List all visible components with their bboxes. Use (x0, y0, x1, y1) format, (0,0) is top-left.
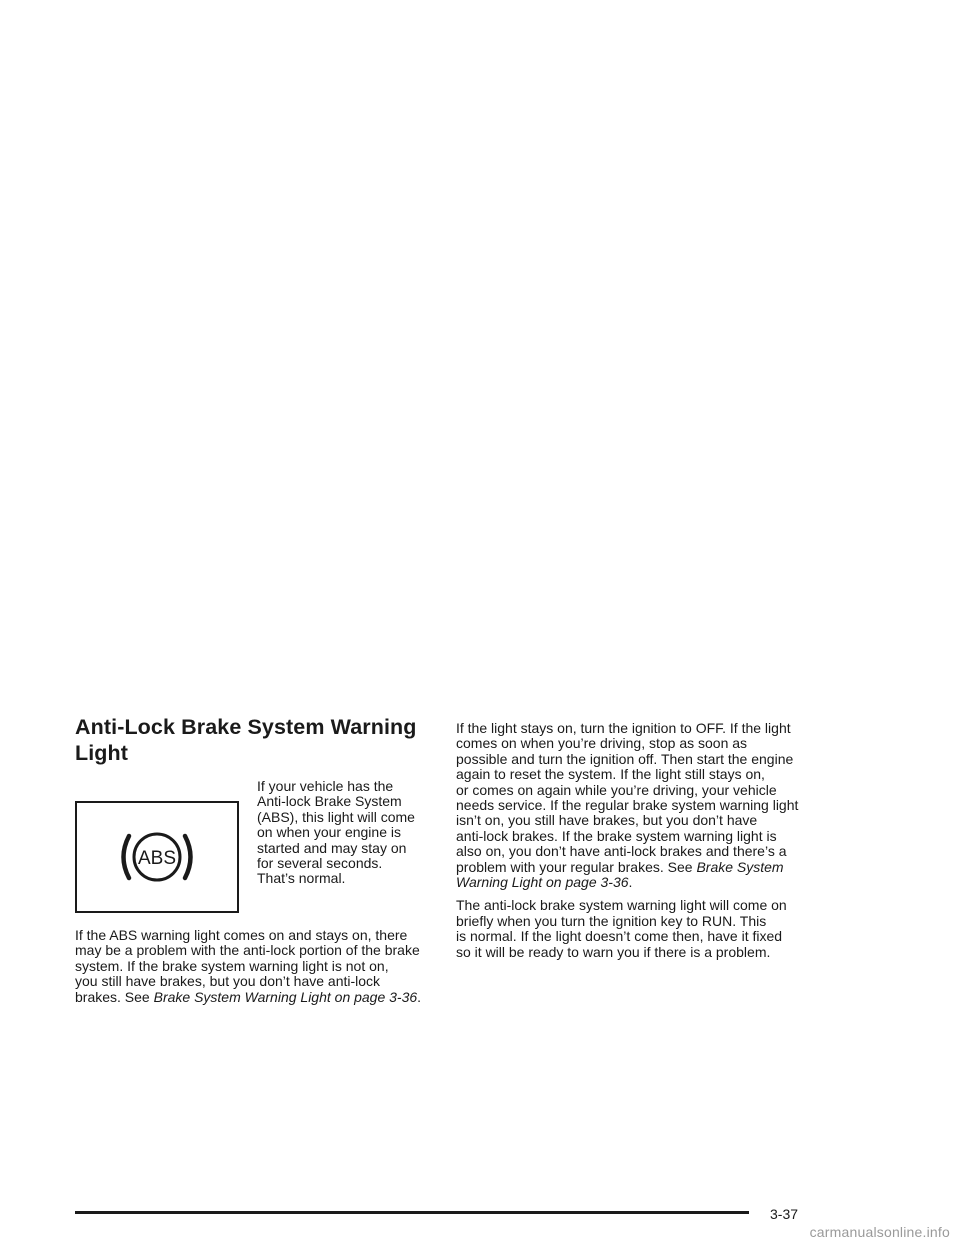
left-column (75, 714, 435, 1005)
text-line: also on, you don’t have anti-lock brakes and there’s a (456, 843, 787, 860)
text-line: possible and turn the ignition off. Then start the engine (456, 750, 794, 767)
text-line: is normal. If the light doesn’t come then, have it fixed (456, 928, 783, 945)
text-line: again to reset the system. If the light still stays on, (456, 766, 765, 783)
page-number: 3-37 (770, 1206, 799, 1222)
abs-warning-icon (119, 829, 195, 885)
text-line: briefly when you turn the ignition key to RUN. This (456, 912, 767, 929)
text-line: The anti-lock brake system warning light will come on (456, 897, 787, 914)
abs-icon-label: ABS (137, 848, 177, 869)
text-line: If the light stays on, turn the ignition to OFF. If the light (456, 720, 791, 736)
text-line: on when your engine is (257, 824, 401, 841)
text-line: If your vehicle has the (257, 778, 394, 794)
section-heading (75, 714, 435, 766)
text-line: for several seconds. (257, 855, 383, 872)
text-line: started and may stay on (257, 839, 407, 856)
heading-line-2: Light (75, 741, 129, 765)
ref-prefix: problem with your regular brakes. See (456, 858, 697, 875)
bulb-check-paragraph (456, 898, 806, 960)
text-line (75, 990, 435, 1005)
cross-reference-link[interactable]: Brake System (696, 858, 784, 875)
ref-suffix: . (417, 988, 422, 1005)
ignition-paragraph (456, 721, 806, 890)
text-line: you still have brakes, but you don’t have anti-lock (75, 973, 381, 990)
text-line: isn’t on, you still have brakes, but you don’t have (456, 812, 758, 829)
watermark: carmanualsonline.info (809, 1224, 950, 1240)
text-line: That’s normal. (257, 870, 346, 887)
text-line: Anti-lock Brake System (257, 793, 402, 810)
text-line: may be a problem with the anti-lock portion of the brake (75, 942, 420, 959)
cross-reference-link[interactable]: Brake System Warning Light on page 3-36 (153, 988, 418, 1005)
text-line (456, 875, 806, 890)
abs-warning-figure (75, 801, 239, 913)
text-line: system. If the brake system warning light is not on, (75, 957, 389, 974)
text-line: or comes on again while you’re driving, your vehicle (456, 781, 777, 798)
text-line: If the ABS warning light comes on and stays on, there (75, 927, 408, 943)
text-line (456, 860, 806, 875)
text-line: anti-lock brakes. If the brake system warning light is (456, 827, 777, 844)
intro-text (257, 779, 427, 887)
intro-block (75, 779, 435, 916)
heading-line-1: Anti-Lock Brake System Warning (75, 715, 417, 739)
cross-reference-link-continued[interactable]: Warning Light on page 3-36 (456, 874, 629, 891)
ref-suffix: . (628, 874, 633, 891)
text-line: comes on when you’re driving, stop as soon as (456, 735, 748, 752)
abs-paragraph (75, 928, 435, 1005)
ref-prefix: brakes. See (75, 988, 154, 1005)
text-line: so it will be ready to warn you if there is a problem. (456, 943, 771, 960)
right-column (456, 721, 806, 960)
footer-rule (75, 1211, 749, 1214)
text-line: needs service. If the regular brake system warning light (456, 797, 799, 814)
text-line: (ABS), this light will come (257, 808, 415, 825)
